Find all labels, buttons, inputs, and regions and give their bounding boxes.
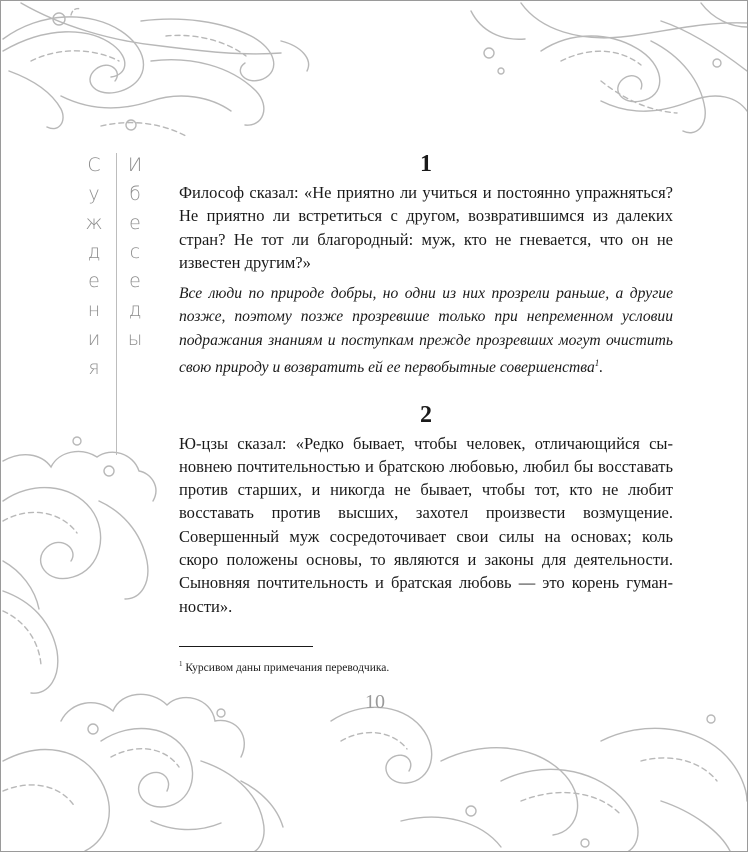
title-letter: д [128, 299, 142, 321]
title-letter: б [129, 183, 141, 205]
running-title-word-1 [83, 151, 105, 383]
title-letter: е [129, 212, 141, 234]
title-letter: ж [85, 212, 103, 234]
title-letter: д [87, 241, 101, 263]
section-text: Философ сказал: «Не приятно ли учиться и постоянно упражняться? Не приятно ли встретиться с другом, возвратившимся из далеких стран? Не тот ли благородный: муж, кто не гневается, что он не известен другим?» [179, 183, 673, 272]
section-number: 2 [420, 401, 432, 428]
page-number: 10 [365, 691, 385, 713]
ornament-top-left-swirl [3, 3, 309, 136]
ornament-top-right-swirl [471, 3, 747, 133]
title-letter: ы [127, 328, 143, 350]
footnote-marker[interactable]: 1 [594, 358, 600, 369]
footnote [179, 657, 673, 676]
title-letter: с [129, 241, 141, 263]
title-letter: и [87, 328, 101, 350]
section-text: Ю-цзы сказал: «Редко бывает, чтобы человек, отличающийся сыновнею почтительностью и братскою любовью, любил бы восставать против старших, и никогда не бывает, чтобы тот, кто не любит восставать против высших, захотел произвести возмущение. Совершенный муж сосредоточивает свои силы на основах; коль скоро положены основы, то являются и законы для деятельности. Сыновняя почтительность и братская любовь — это корень гуманности». [179, 433, 673, 616]
ornament-bottom-left-cloud [3, 694, 283, 852]
section-number: 1 [420, 151, 432, 177]
title-letter: я [88, 357, 100, 379]
title-letter: е [88, 270, 100, 292]
title-letter: С [87, 154, 101, 176]
note-period: . [599, 359, 604, 377]
footnote-text: Курсивом даны примечания переводчика. [185, 661, 390, 674]
title-letter: е [129, 270, 141, 292]
title-divider [116, 153, 117, 455]
footnote-divider [179, 646, 313, 647]
ornament-bottom-right-swirl [331, 707, 747, 852]
ornament-left-cloud [3, 437, 156, 693]
title-letter: И [127, 154, 143, 176]
main-text [179, 149, 673, 676]
title-letter: у [88, 183, 100, 205]
running-title-word-2 [124, 151, 146, 354]
footnote-ref: 1 [179, 659, 183, 668]
title-letter: н [87, 299, 101, 321]
translator-note [179, 282, 673, 379]
translator-note-text: Все люди по природе добры, но одни из них прозрели раньше, а другие позже, поэтому позже прозревшие только при непременном условии подражания знаниям и поступкам прежде прозревших могут очистить свою природу и возвратить ей ее первобытные совершенства [179, 285, 673, 377]
